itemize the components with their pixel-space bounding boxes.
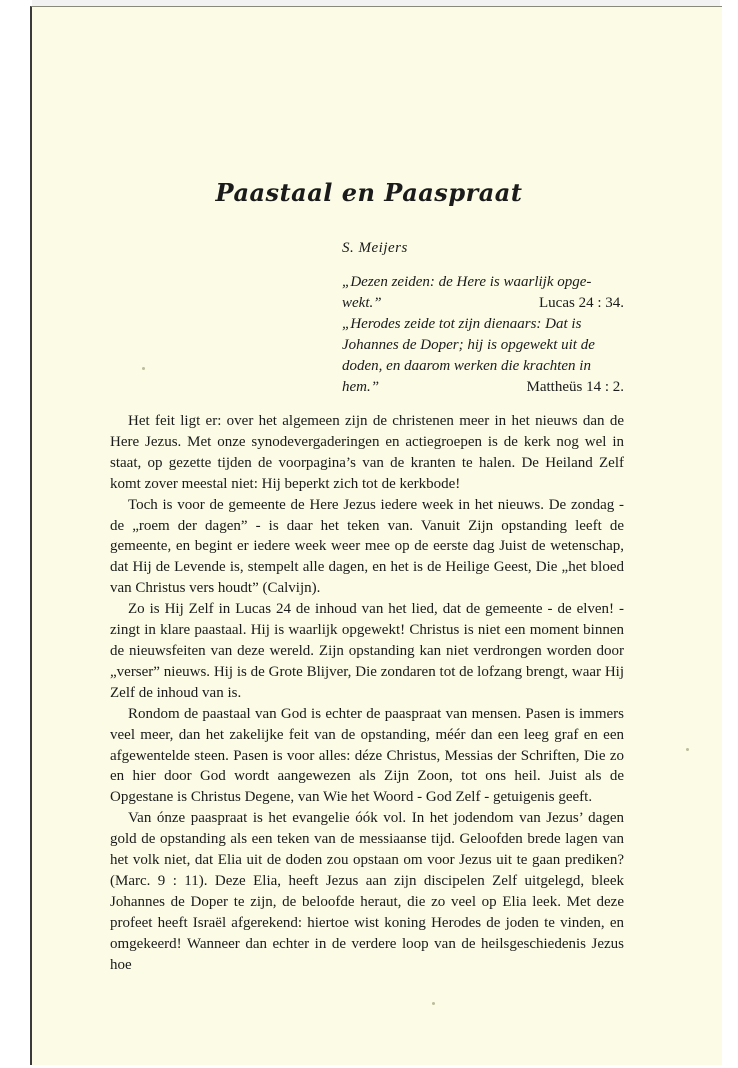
paper-speck [142, 367, 145, 370]
paper-speck [432, 1002, 435, 1005]
article-body [110, 411, 624, 975]
epigraph-line-with-reference [342, 293, 624, 314]
epigraph-line: hem.” [342, 379, 380, 395]
epigraph-line: wekt.” [342, 295, 382, 311]
body-paragraph: Het feit ligt er: over het algemeen zijn de christenen meer in het nieuws dan de Here Jezus. Met onze synodevergaderingen en actiegroepen is de kerk nog wel in staat, op gezette tijden de voorpagina’s van de kranten te halen. De Heiland Zelf komt zover meestal niet: Hij beperkt zich tot de kerkbode! [110, 413, 624, 492]
epigraph-block [342, 272, 624, 398]
epigraph-line-with-reference [342, 377, 624, 398]
epigraph-reference: Mattheüs 14 : 2. [526, 379, 624, 395]
epigraph-reference: Lucas 24 : 34. [539, 295, 624, 311]
body-paragraph: Toch is voor de gemeente de Here Jezus iedere week in het nieuws. De zondag - de „roem der dagen” - is daar het teken van. Vanuit Zijn opstanding leeft de gemeente, en begint er iedere week weer mee op de eerste dag Juist de wetenschap, dat Hij de Levende is, stempelt alle dagen, en het is de Heilige Geest, Die „het bloed van Christus vers houdt” (Calvijn). [110, 496, 624, 597]
epigraph-line: „Herodes zeide tot zijn dienaars: Dat is [342, 316, 582, 332]
epigraph-line: doden, en daarom werken die krachten in [342, 358, 591, 374]
epigraph-line: Johannes de Doper; hij is opgewekt uit de [342, 337, 595, 353]
paper-speck [686, 748, 689, 751]
body-paragraph: Van ónze paaspraat is het evangelie óók vol. In het jodendom van Jezus’ dagen gold de opstanding als een teken van de messiaanse tijd. Geloofden brede lagen van het volk niet, dat Elia uit de doden zou opstaan om voor Jezus uit te gaan prediken? (Marc. 9 : 11). Deze Elia, heeft Jezus aan zijn discipelen Zelf uitgelegd, bleek Johannes de Doper te zijn, de beloofde heraut, die zo veel op Elia leek. Met deze profeet heeft Israël afgerekend: hiertoe wist koning Herodes de joden te vinden, en omgekeerd! Wanneer dan echter in de verdere loop van de heilsgeschiedenis Jezus hoe [110, 810, 624, 973]
body-paragraph: Rondom de paastaal van God is echter de paaspraat van mensen. Pasen is immers veel meer, dan het zakelijke feit van de opstanding, méér dan een leeg graf en een afgewentelde steen. Pasen is voor alles: déze Christus, Messias der Schriften, Die zo en hier door God wordt aangewezen als Zijn Zoon, tot ons heil. Juist als de Opgestane is Christus Degene, van Wie het Woord - God Zelf - getuigenis geeft. [110, 705, 624, 806]
article-title: Paastaal en Paaspraat [215, 178, 523, 207]
article-author: S. Meijers [342, 240, 408, 256]
body-paragraph: Zo is Hij Zelf in Lucas 24 de inhoud van het lied, dat de gemeente - de elven! - zingt in klare paastaal. Hij is waarlijk opgewekt! Christus is niet een moment binnen de nieuwsfeiten van deze wereld. Zijn opstanding kan niet verdrongen worden door „verser” nieuws. Hij is de Grote Blijver, Die zondaren tot de lofzang brengt, waar Hij Zelf de inhoud van is. [110, 601, 624, 701]
epigraph-line: „Dezen zeiden: de Here is waarlijk opge- [342, 274, 592, 290]
